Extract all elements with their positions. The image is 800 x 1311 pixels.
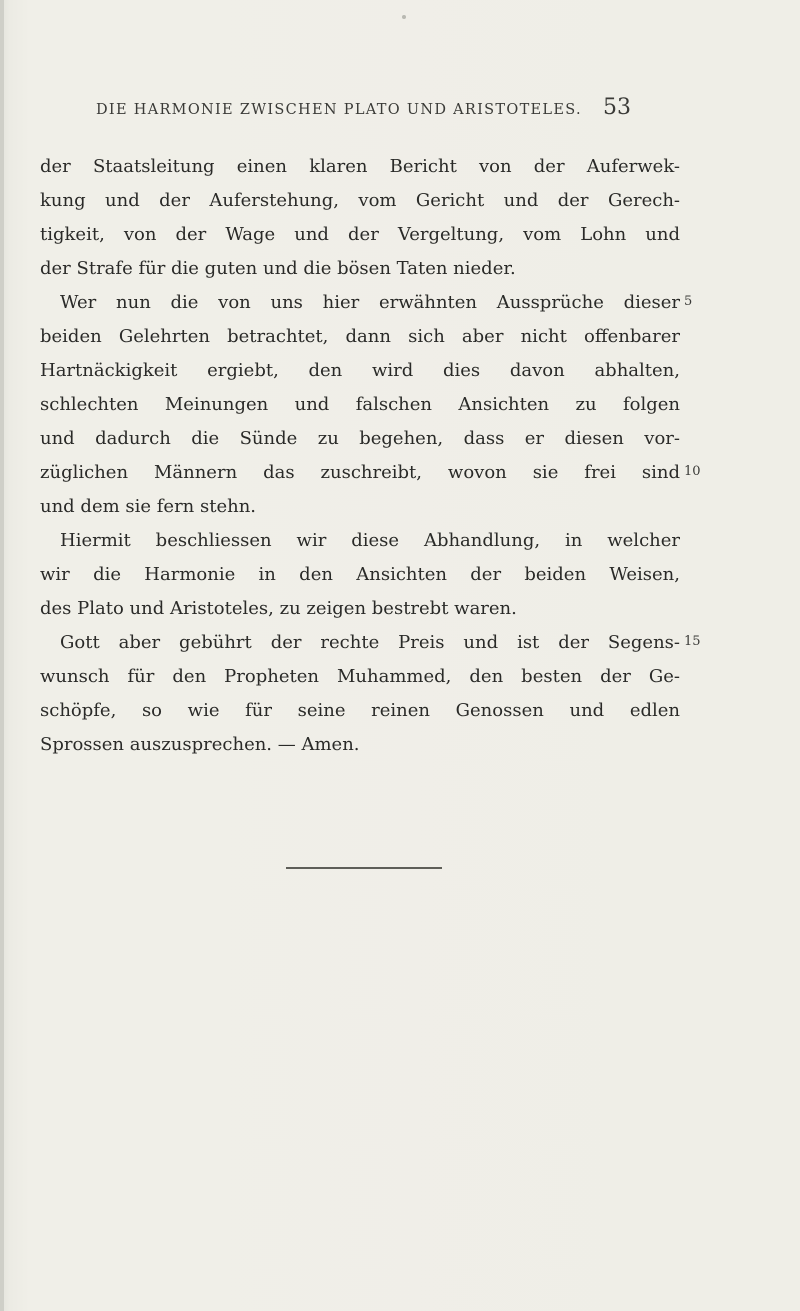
text-line: schlechten Meinungen und falschen Ansichten zu folgen [40,394,680,415]
text-line: schöpfe, so wie für seine reinen Genossen und edlen [40,700,680,721]
text-line: und dem sie fern stehn. [40,496,257,517]
text-line: der Strafe für die guten und die bösen Taten nieder. [40,258,516,279]
text-line: züglichen Männern das zuschreibt, wovon sie frei sind [40,462,680,483]
text-line: Wer nun die von uns hier erwähnten Aussprüche dieser [60,292,680,313]
text-line: tigkeit, von der Wage und der Vergeltung, vom Lohn und [40,224,680,245]
text-line: und dadurch die Sünde zu begehen, dass er diesen vor- [40,428,680,449]
line-number-5: 5 [684,294,693,309]
text-line: Hiermit beschliessen wir diese Abhandlung, in welcher [60,530,680,551]
line-number-15: 15 [684,634,701,649]
page-binding-edge [0,0,4,1311]
text-line: Hartnäckigkeit ergiebt, den wird dies davon abhalten, [40,360,680,381]
text-line: der Staatsleitung einen klaren Bericht von der Auferwek- [40,156,680,177]
body-text [40,150,680,762]
text-line: wunsch für den Propheten Muhammed, den besten der Ge- [40,666,680,687]
paper-speck [402,15,406,19]
text-line: des Plato und Aristoteles, zu zeigen bestrebt waren. [40,598,517,619]
text-line: wir die Harmonie in den Ansichten der beiden Weisen, [40,564,680,585]
running-head: DIE HARMONIE ZWISCHEN PLATO UND ARISTOTELES. [96,102,582,118]
text-line: beiden Gelehrten betrachtet, dann sich aber nicht offenbarer [40,326,680,347]
text-line: Gott aber gebührt der rechte Preis und ist der Segens- [60,632,680,653]
end-rule [286,867,442,869]
text-line: Sprossen auszusprechen. — Amen. [40,734,360,755]
page-number: 53 [603,95,631,120]
line-number-10: 10 [684,464,701,479]
text-line: kung und der Auferstehung, vom Gericht und der Gerech- [40,190,680,211]
